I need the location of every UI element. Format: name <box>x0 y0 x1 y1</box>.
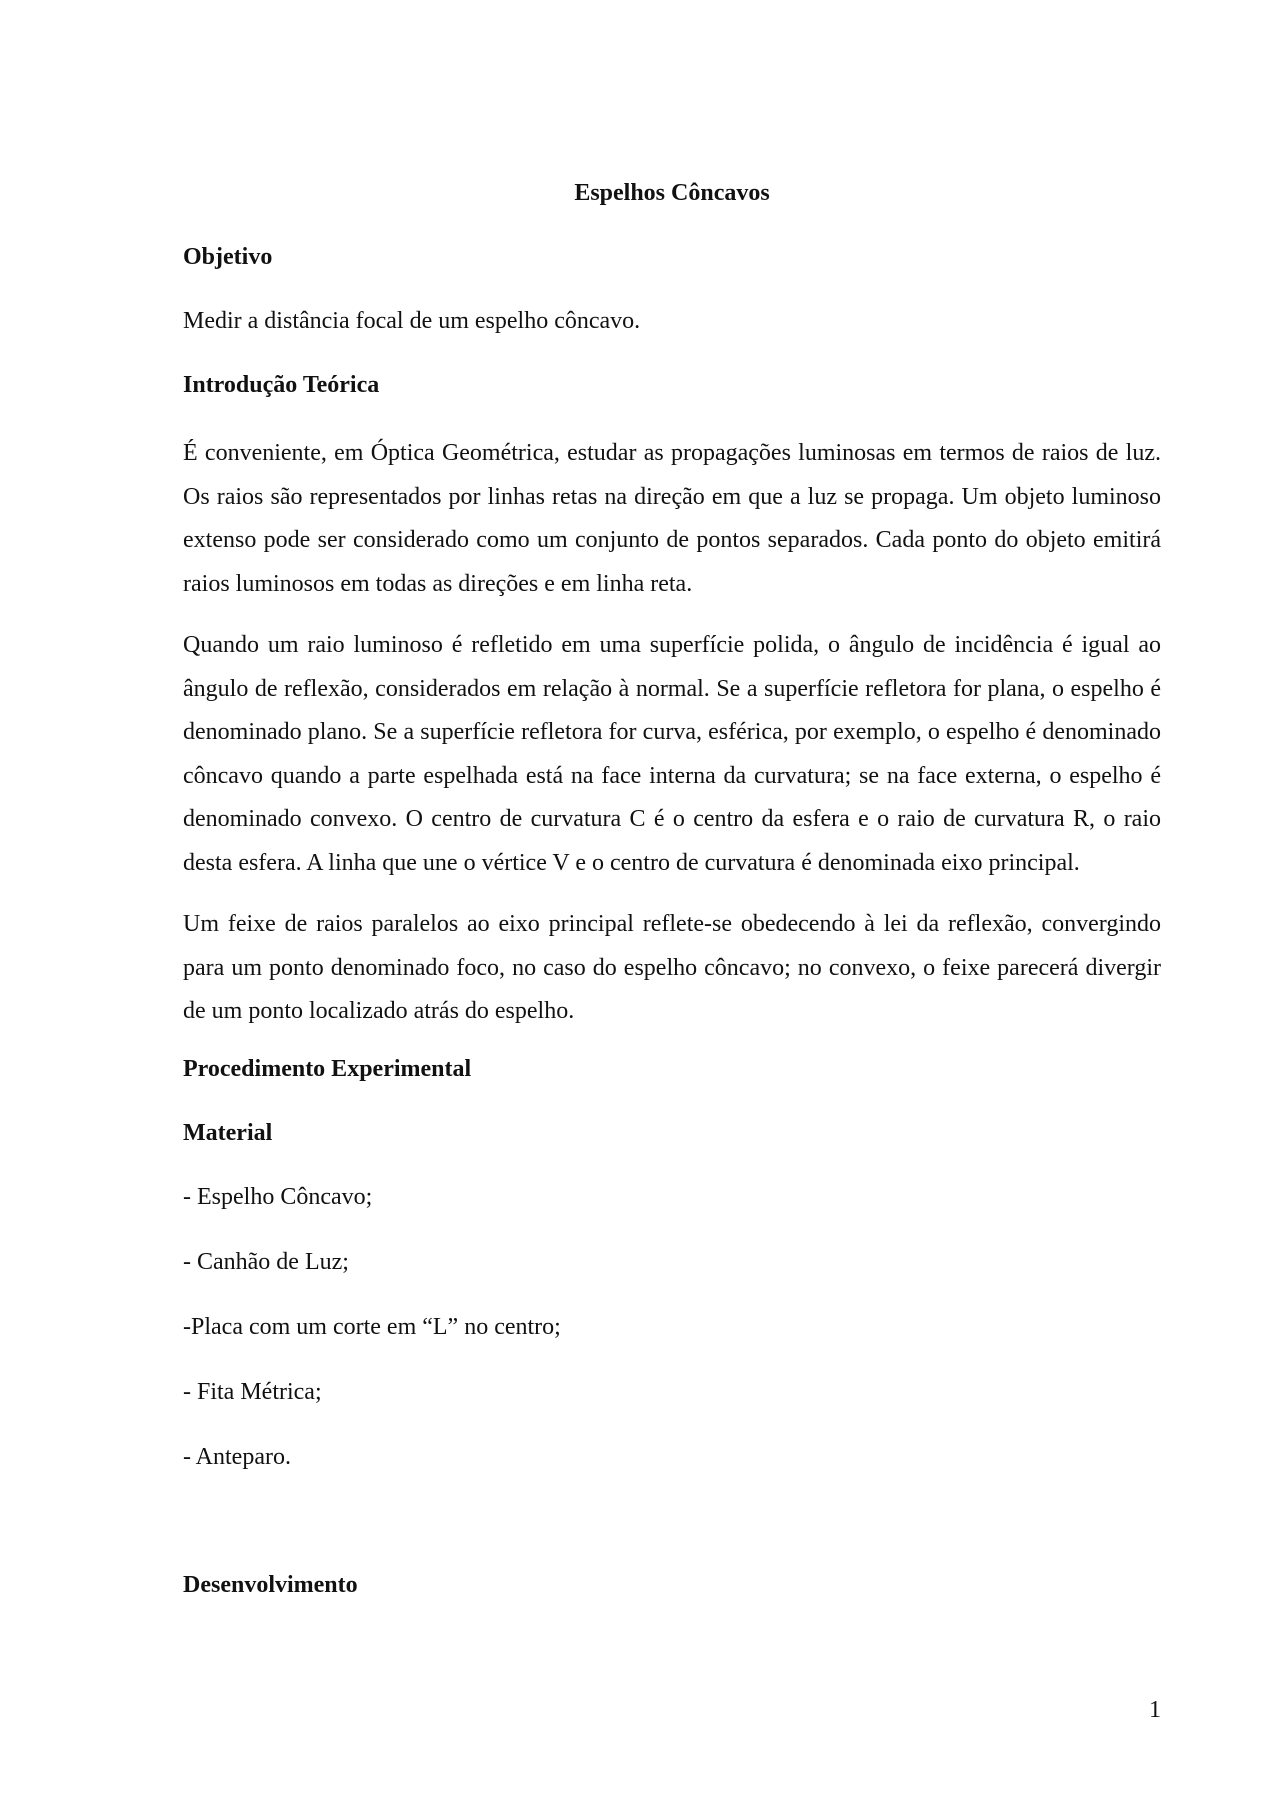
material-list-item: -Placa com um corte em “L” no centro; <box>183 1313 561 1340</box>
material-list-item: - Canhão de Luz; <box>183 1248 349 1275</box>
section-heading-procedimento: Procedimento Experimental <box>183 1055 472 1082</box>
paragraph: É conveniente, em Óptica Geométrica, estudar as propagações luminosas em termos de raios de luz. Os raios são representados por linhas retas na direção em que a luz se propaga. Um objeto luminoso extenso pode ser considerado como um conjunto de pontos separados. Cada ponto do objeto emitirá raios luminosos em todas as direções e em linha reta. <box>183 440 1161 597</box>
section-heading-introducao: Introdução Teórica <box>183 372 380 398</box>
objetivo-text: Medir a distância focal de um espelho côncavo. <box>183 308 641 334</box>
paragraph: Quando um raio luminoso é refletido em uma superfície polida, o ângulo de incidência é igual ao ângulo de reflexão, considerados em relação à normal. Se a superfície refletora for plana, o espelho é denominado plano. Se a superfície refletora for curva, esférica, por exemplo, o espelho é denominado côncavo quando a parte espelhada está na face interna da curvatura; se na face externa, o espelho é denominado convexo. O centro de curvatura C é o centro da esfera e o raio de curvatura R, o raio desta esfera. A linha que une o vértice V e o centro de curvatura é denominada eixo principal. <box>183 632 1161 876</box>
document-title: Espelhos Côncavos <box>574 180 770 206</box>
section-heading-objetivo: Objetivo <box>183 244 273 270</box>
material-list-item: - Espelho Côncavo; <box>183 1183 373 1210</box>
section-heading-material: Material <box>183 1119 273 1146</box>
document-content <box>183 176 1161 1632</box>
section-heading-desenvolvimento: Desenvolvimento <box>183 1571 358 1598</box>
material-list-item: - Anteparo. <box>183 1443 291 1470</box>
material-list-item: - Fita Métrica; <box>183 1378 322 1405</box>
paragraph: Um feixe de raios paralelos ao eixo principal reflete-se obedecendo à lei da reflexão, convergindo para um ponto denominado foco, no caso do espelho côncavo; no convexo, o feixe parecerá divergir de um ponto localizado atrás do espelho. <box>183 911 1161 1024</box>
page-number: 1 <box>1149 1697 1161 1723</box>
blank-line <box>183 1505 1161 1568</box>
